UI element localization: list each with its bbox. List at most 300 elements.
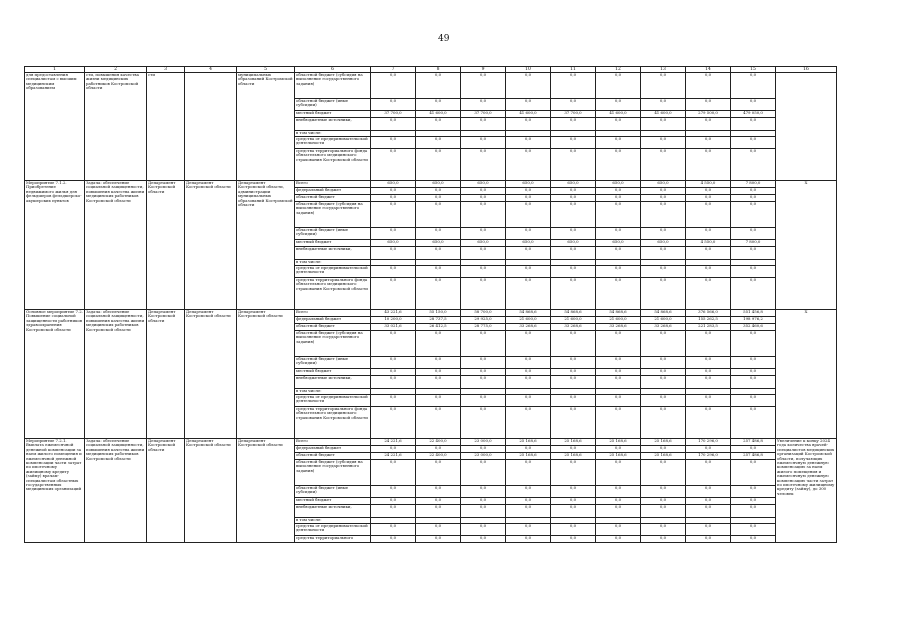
funding-value-cell: 0,0 bbox=[371, 195, 416, 202]
funding-value-cell: 0,0 bbox=[506, 505, 551, 518]
funding-value-cell: 0,0 bbox=[461, 357, 506, 369]
funding-value-cell: 10 200,0 bbox=[371, 317, 416, 324]
funding-source-label: внебюджетные источники, bbox=[295, 247, 371, 260]
funding-value-cell: 37 700,0 bbox=[461, 111, 506, 118]
expected-result-cell: X bbox=[776, 310, 837, 439]
funding-value-cell: 33 268,6 bbox=[506, 324, 551, 331]
funding-value-cell: 0,0 bbox=[641, 460, 686, 486]
funding-value-cell: 0,0 bbox=[416, 195, 461, 202]
funding-value-cell: 0,0 bbox=[731, 376, 776, 389]
funding-value-cell: 257 486,8 bbox=[731, 439, 776, 446]
funding-value-cell: 650,0 bbox=[641, 181, 686, 188]
funding-value-cell: 0,0 bbox=[371, 498, 416, 505]
funding-source-label: областной бюджет (субсидия на выполнение государственного задания) bbox=[295, 73, 371, 99]
funding-value-cell: 0,0 bbox=[416, 369, 461, 376]
funding-value-cell: 0,0 bbox=[461, 407, 506, 439]
block-c3-cell: Департамент Костромской области bbox=[147, 439, 185, 543]
funding-value-cell: 650,0 bbox=[371, 240, 416, 247]
funding-value-cell: 0,0 bbox=[551, 446, 596, 453]
funding-value-cell: 0,0 bbox=[596, 195, 641, 202]
funding-value-cell: 0,0 bbox=[461, 266, 506, 278]
funding-value-cell: 0,0 bbox=[551, 395, 596, 407]
block-c1-cell: Мероприятие 7.2.1. Выплата ежемесячной денежной компенсации за наем жилого помещения и ежемесячной денежной компенсации части затрат по ипотечному жилищному кредиту (займу) врачам-специалистам областных государственных медицинских организаций bbox=[25, 439, 85, 543]
funding-value-cell: 0,0 bbox=[551, 331, 596, 357]
funding-value-cell: 0,0 bbox=[596, 524, 641, 536]
funding-value-cell: 0,0 bbox=[641, 395, 686, 407]
funding-value-cell: 0,0 bbox=[416, 278, 461, 310]
column-number: 1 bbox=[25, 67, 85, 73]
funding-value-cell: 0,0 bbox=[371, 73, 416, 99]
funding-value-cell: 0,0 bbox=[461, 331, 506, 357]
funding-value-cell: 0,0 bbox=[596, 137, 641, 149]
funding-value-cell: 0,0 bbox=[731, 278, 776, 310]
funding-value-cell: 0,0 bbox=[731, 369, 776, 376]
funding-value-cell: 0,0 bbox=[461, 446, 506, 453]
funding-source-label: областной бюджет bbox=[295, 453, 371, 460]
funding-value-cell: 0,0 bbox=[371, 266, 416, 278]
funding-value-cell: 0,0 bbox=[731, 247, 776, 260]
funding-value-cell: 0,0 bbox=[641, 376, 686, 389]
expected-result-cell bbox=[776, 73, 837, 181]
funding-source-label: в том числе: bbox=[295, 131, 371, 137]
funding-value-cell: 25 168,6 bbox=[641, 453, 686, 460]
funding-source-label: областной бюджет (субсидия на выполнение государственного задания) bbox=[295, 202, 371, 228]
funding-value-cell: 221 283,5 bbox=[686, 324, 731, 331]
column-number: 5 bbox=[237, 67, 295, 73]
funding-value-cell: 43 221,6 bbox=[371, 310, 416, 317]
funding-value-cell: 0,0 bbox=[416, 266, 461, 278]
funding-source-label: областной бюджет (иные субсидии) bbox=[295, 228, 371, 240]
funding-value-cell: 7 800,0 bbox=[731, 240, 776, 247]
funding-value-cell: 0,0 bbox=[551, 278, 596, 310]
funding-value-cell: 0,0 bbox=[416, 137, 461, 149]
funding-value-cell: 0,0 bbox=[506, 99, 551, 111]
funding-value-cell: 0,0 bbox=[461, 188, 506, 195]
funding-value-cell: 0,0 bbox=[551, 228, 596, 240]
funding-value-cell: 0,0 bbox=[461, 99, 506, 111]
funding-value-cell: 0,0 bbox=[371, 228, 416, 240]
block-c2-cell: Задача: обеспечение социальной защищенности, повышения качества жизни медицинских работников Костромской области bbox=[85, 439, 147, 543]
funding-value-cell: 0,0 bbox=[686, 357, 731, 369]
funding-source-label: областной бюджет (субсидия на выполнение государственного задания) bbox=[295, 331, 371, 357]
funding-source-label: средства от предпринимательской деятельности bbox=[295, 524, 371, 536]
funding-value-cell: 0,0 bbox=[596, 247, 641, 260]
funding-value-cell: 0,0 bbox=[416, 247, 461, 260]
funding-value-cell: 0,0 bbox=[371, 407, 416, 439]
funding-value-cell: 0,0 bbox=[686, 202, 731, 228]
funding-value-cell: 28 775,0 bbox=[461, 324, 506, 331]
funding-value-cell: 376 566,0 bbox=[686, 310, 731, 317]
funding-value-cell: 0,0 bbox=[641, 536, 686, 543]
funding-value-cell: 54 868,6 bbox=[506, 310, 551, 317]
funding-source-label: областной бюджет bbox=[295, 324, 371, 331]
funding-value-cell: 0,0 bbox=[551, 73, 596, 99]
funding-value-cell: 24 221,6 bbox=[371, 439, 416, 446]
funding-value-cell: 55 150,0 bbox=[416, 310, 461, 317]
funding-value-cell: 0,0 bbox=[461, 137, 506, 149]
funding-value-cell: 0,0 bbox=[731, 524, 776, 536]
funding-value-cell: 0,0 bbox=[551, 498, 596, 505]
funding-value-cell: 0,0 bbox=[686, 188, 731, 195]
funding-value-cell: 0,0 bbox=[686, 266, 731, 278]
funding-value-cell: 25 168,6 bbox=[506, 453, 551, 460]
funding-value-cell: 0,0 bbox=[506, 278, 551, 310]
funding-value-cell: 0,0 bbox=[641, 149, 686, 181]
funding-value-cell: 0,0 bbox=[461, 376, 506, 389]
funding-value-cell: 0,0 bbox=[686, 524, 731, 536]
program-funding-table bbox=[24, 66, 837, 543]
funding-value-cell: 0,0 bbox=[551, 486, 596, 498]
funding-source-label: средства от предпринимательской деятельности bbox=[295, 137, 371, 149]
funding-value-cell: 0,0 bbox=[731, 331, 776, 357]
funding-value-cell: 25 168,6 bbox=[641, 439, 686, 446]
funding-value-cell: 0,0 bbox=[551, 247, 596, 260]
funding-value-cell: 0,0 bbox=[731, 195, 776, 202]
funding-value-cell: 25 168,6 bbox=[551, 439, 596, 446]
funding-value-cell: 54 868,6 bbox=[551, 310, 596, 317]
funding-value-cell: 650,0 bbox=[416, 240, 461, 247]
funding-value-cell: 4 550,0 bbox=[686, 181, 731, 188]
block-c4-cell: Департамент Костромской области bbox=[185, 310, 237, 439]
funding-source-label: средства территориального фонда обязательного медицинского страхования Костромской области bbox=[295, 278, 371, 310]
funding-value-cell: 0,0 bbox=[686, 376, 731, 389]
funding-value-cell: 0,0 bbox=[641, 505, 686, 518]
funding-value-cell: 0,0 bbox=[686, 446, 731, 453]
funding-value-cell: 33 021,6 bbox=[371, 324, 416, 331]
funding-value-cell: 0,0 bbox=[461, 524, 506, 536]
funding-value-cell: 0,0 bbox=[596, 73, 641, 99]
funding-value-cell: 0,0 bbox=[506, 369, 551, 376]
funding-source-label: областной бюджет (иные субсидии) bbox=[295, 357, 371, 369]
funding-source-label: местный бюджет bbox=[295, 369, 371, 376]
funding-value-cell: 0,0 bbox=[461, 247, 506, 260]
funding-value-cell: 0,0 bbox=[641, 99, 686, 111]
funding-value-cell: 0,0 bbox=[506, 407, 551, 439]
column-number: 4 bbox=[185, 67, 237, 73]
funding-source-label: областной бюджет (иные субсидии) bbox=[295, 486, 371, 498]
funding-value-cell: 0,0 bbox=[461, 395, 506, 407]
funding-value-cell: 0,0 bbox=[596, 486, 641, 498]
funding-value-cell: 0,0 bbox=[551, 118, 596, 131]
funding-value-cell: 0,0 bbox=[641, 407, 686, 439]
funding-value-cell: 0,0 bbox=[416, 524, 461, 536]
funding-value-cell: 0,0 bbox=[686, 247, 731, 260]
page-number: 49 bbox=[438, 34, 450, 44]
funding-value-cell: 0,0 bbox=[461, 369, 506, 376]
funding-value-cell: 0,0 bbox=[641, 195, 686, 202]
funding-value-cell: 25 168,6 bbox=[596, 439, 641, 446]
funding-value-cell: 0,0 bbox=[506, 202, 551, 228]
column-number: 13 bbox=[641, 67, 686, 73]
block-c3-cell: сти bbox=[147, 73, 185, 181]
funding-value-cell: 0,0 bbox=[416, 99, 461, 111]
funding-value-cell: 0,0 bbox=[416, 505, 461, 518]
table-row bbox=[25, 310, 837, 317]
funding-value-cell: 28 737,5 bbox=[416, 317, 461, 324]
funding-value-cell: 0,0 bbox=[686, 505, 731, 518]
funding-value-cell: 0,0 bbox=[686, 149, 731, 181]
funding-value-cell: 25 168,6 bbox=[506, 439, 551, 446]
funding-value-cell: 650,0 bbox=[551, 240, 596, 247]
funding-value-cell: 0,0 bbox=[371, 505, 416, 518]
funding-value-cell: 0,0 bbox=[416, 407, 461, 439]
funding-value-cell: 650,0 bbox=[596, 240, 641, 247]
funding-value-cell: 0,0 bbox=[731, 149, 776, 181]
funding-source-label: местный бюджет bbox=[295, 240, 371, 247]
funding-value-cell: 0,0 bbox=[551, 524, 596, 536]
funding-value-cell: 0,0 bbox=[686, 278, 731, 310]
funding-value-cell: 0,0 bbox=[416, 228, 461, 240]
column-number: 11 bbox=[551, 67, 596, 73]
funding-value-cell: 0,0 bbox=[641, 137, 686, 149]
funding-source-label: средства территориального фонда обязательного медицинского страхования Костромской области bbox=[295, 407, 371, 439]
funding-value-cell: 0,0 bbox=[641, 73, 686, 99]
funding-value-cell: 650,0 bbox=[461, 181, 506, 188]
funding-value-cell: 0,0 bbox=[731, 486, 776, 498]
funding-value-cell: 0,0 bbox=[371, 395, 416, 407]
funding-value-cell: 0,0 bbox=[641, 188, 686, 195]
funding-value-cell: 0,0 bbox=[416, 486, 461, 498]
funding-value-cell: 33 268,6 bbox=[596, 324, 641, 331]
funding-value-cell: 0,0 bbox=[506, 73, 551, 99]
funding-value-cell: 0,0 bbox=[416, 376, 461, 389]
funding-value-cell: 279 500,0 bbox=[686, 111, 731, 118]
column-number: 6 bbox=[295, 67, 371, 73]
funding-value-cell: 23 000,0 bbox=[461, 453, 506, 460]
funding-value-cell: 0,0 bbox=[596, 505, 641, 518]
funding-value-cell: 0,0 bbox=[416, 498, 461, 505]
funding-value-cell: 0,0 bbox=[596, 498, 641, 505]
column-number: 16 bbox=[776, 67, 837, 73]
funding-value-cell: 0,0 bbox=[731, 188, 776, 195]
funding-value-cell: 7 800,0 bbox=[731, 181, 776, 188]
funding-value-cell: 0,0 bbox=[371, 536, 416, 543]
funding-source-label: внебюджетные источники, bbox=[295, 118, 371, 131]
funding-value-cell: 650,0 bbox=[461, 240, 506, 247]
funding-value-cell: 22 400,0 bbox=[416, 439, 461, 446]
funding-value-cell: 0,0 bbox=[371, 118, 416, 131]
funding-value-cell: 0,0 bbox=[596, 278, 641, 310]
funding-value-cell: 0,0 bbox=[371, 460, 416, 486]
funding-value-cell: 0,0 bbox=[506, 266, 551, 278]
funding-value-cell: 0,0 bbox=[596, 376, 641, 389]
funding-value-cell: 0,0 bbox=[596, 118, 641, 131]
funding-value-cell: 0,0 bbox=[731, 357, 776, 369]
funding-value-cell: 0,0 bbox=[731, 137, 776, 149]
funding-value-cell: 0,0 bbox=[551, 460, 596, 486]
funding-value-cell: 0,0 bbox=[461, 118, 506, 131]
funding-value-cell: 0,0 bbox=[641, 524, 686, 536]
funding-value-cell: 0,0 bbox=[506, 331, 551, 357]
funding-value-cell: 155 262,5 bbox=[686, 317, 731, 324]
funding-value-cell: 0,0 bbox=[371, 524, 416, 536]
funding-value-cell: 0,0 bbox=[641, 247, 686, 260]
funding-value-cell: 0,0 bbox=[596, 202, 641, 228]
funding-source-label: средства от предпринимательской деятельности bbox=[295, 266, 371, 278]
funding-value-cell: 650,0 bbox=[641, 240, 686, 247]
funding-value-cell: 0,0 bbox=[416, 460, 461, 486]
block-c1-cell: Мероприятие 7.1.2. Приобретение недвижимого жилья для фельдшеров фельдшерско-акушерских пунктов bbox=[25, 181, 85, 310]
funding-value-cell: 0,0 bbox=[551, 188, 596, 195]
funding-value-cell: 0,0 bbox=[641, 228, 686, 240]
funding-value-cell: 0,0 bbox=[416, 202, 461, 228]
funding-value-cell: 0,0 bbox=[371, 247, 416, 260]
funding-value-cell: 0,0 bbox=[551, 202, 596, 228]
table-row bbox=[25, 439, 837, 446]
funding-value-cell: 0,0 bbox=[596, 460, 641, 486]
block-c1-cell: для предоставления специалистам с высшим медицинским образованием bbox=[25, 73, 85, 181]
funding-value-cell: 0,0 bbox=[461, 228, 506, 240]
block-c5-cell: Департамент Костромской области bbox=[237, 310, 295, 439]
funding-value-cell: 21 600,0 bbox=[506, 317, 551, 324]
funding-value-cell: 54 868,6 bbox=[641, 310, 686, 317]
column-number: 9 bbox=[461, 67, 506, 73]
funding-value-cell: 0,0 bbox=[461, 73, 506, 99]
block-c3-cell: Департамент Костромской области bbox=[147, 181, 185, 310]
funding-value-cell: 0,0 bbox=[416, 118, 461, 131]
funding-value-cell: 0,0 bbox=[371, 446, 416, 453]
funding-value-cell: 0,0 bbox=[731, 395, 776, 407]
funding-value-cell: 0,0 bbox=[506, 228, 551, 240]
funding-value-cell: 0,0 bbox=[686, 407, 731, 439]
block-c2-cell: сти, повышения качества жизни медицинских работников Костромской области bbox=[85, 73, 147, 181]
funding-value-cell: 0,0 bbox=[551, 137, 596, 149]
funding-value-cell: 0,0 bbox=[641, 446, 686, 453]
funding-source-label: областной бюджет (иные субсидии) bbox=[295, 99, 371, 111]
funding-value-cell: 0,0 bbox=[506, 247, 551, 260]
funding-value-cell: 0,0 bbox=[371, 188, 416, 195]
funding-value-cell: 0,0 bbox=[641, 118, 686, 131]
funding-source-label: в том числе: bbox=[295, 389, 371, 395]
funding-value-cell: 23 000,0 bbox=[461, 439, 506, 446]
funding-source-label: местный бюджет bbox=[295, 498, 371, 505]
funding-value-cell: 0,0 bbox=[551, 149, 596, 181]
funding-value-cell: 0,0 bbox=[596, 536, 641, 543]
funding-value-cell: 0,0 bbox=[506, 524, 551, 536]
funding-value-cell: 0,0 bbox=[551, 195, 596, 202]
funding-source-label: областной бюджет bbox=[295, 195, 371, 202]
funding-value-cell: 22 400,0 bbox=[416, 453, 461, 460]
funding-value-cell: 650,0 bbox=[506, 181, 551, 188]
funding-value-cell: 0,0 bbox=[506, 195, 551, 202]
funding-value-cell: 551 456,8 bbox=[731, 310, 776, 317]
funding-value-cell: 0,0 bbox=[731, 460, 776, 486]
funding-value-cell: 0,0 bbox=[416, 331, 461, 357]
table-body bbox=[25, 67, 837, 543]
funding-value-cell: 4 550,0 bbox=[686, 240, 731, 247]
funding-value-cell: 41 600,0 bbox=[596, 111, 641, 118]
funding-value-cell: 29 925,0 bbox=[461, 317, 506, 324]
funding-value-cell: 0,0 bbox=[371, 376, 416, 389]
funding-value-cell: 0,0 bbox=[686, 486, 731, 498]
funding-value-cell: 0,0 bbox=[731, 228, 776, 240]
funding-value-cell: 0,0 bbox=[731, 446, 776, 453]
funding-value-cell: 0,0 bbox=[686, 395, 731, 407]
funding-value-cell: 650,0 bbox=[506, 240, 551, 247]
funding-value-cell: 0,0 bbox=[506, 486, 551, 498]
funding-value-cell: 0,0 bbox=[551, 369, 596, 376]
funding-value-cell: 0,0 bbox=[506, 137, 551, 149]
funding-value-cell: 0,0 bbox=[461, 149, 506, 181]
funding-value-cell: 0,0 bbox=[731, 202, 776, 228]
funding-value-cell: 0,0 bbox=[731, 99, 776, 111]
funding-value-cell: 0,0 bbox=[506, 376, 551, 389]
funding-value-cell: 21 600,0 bbox=[551, 317, 596, 324]
column-number: 2 bbox=[85, 67, 147, 73]
table-row bbox=[25, 181, 837, 188]
funding-source-label: Всего bbox=[295, 181, 371, 188]
block-c1-cell: Основное мероприятие 7.2. Повышение социальной защищенности работников здравоохранения Костромской области bbox=[25, 310, 85, 439]
funding-value-cell: 0,0 bbox=[731, 266, 776, 278]
funding-value-cell: 257 486,8 bbox=[731, 453, 776, 460]
column-number: 12 bbox=[596, 67, 641, 73]
funding-value-cell: 0,0 bbox=[506, 118, 551, 131]
funding-value-cell: 0,0 bbox=[686, 99, 731, 111]
funding-value-cell: 0,0 bbox=[461, 536, 506, 543]
funding-value-cell: 0,0 bbox=[506, 357, 551, 369]
expected-result-cell: Увеличение к концу 2024 года количества врачей-специалистов медицинских организаций Костромской области, получающих ежемесячную денежную компенсацию за наем жилого помещения и ежемесячную денежную компенсацию части затрат по ипотечному жилищному кредиту (займу), до 300 человек bbox=[776, 439, 837, 543]
funding-value-cell: 37 700,0 bbox=[371, 111, 416, 118]
funding-value-cell: 0,0 bbox=[596, 188, 641, 195]
funding-value-cell: 0,0 bbox=[596, 369, 641, 376]
column-number: 10 bbox=[506, 67, 551, 73]
block-c4-cell bbox=[185, 73, 237, 181]
funding-value-cell: 0,0 bbox=[596, 149, 641, 181]
funding-source-label: в том числе: bbox=[295, 518, 371, 524]
funding-value-cell: 0,0 bbox=[506, 498, 551, 505]
funding-value-cell: 0,0 bbox=[686, 369, 731, 376]
funding-value-cell: 0,0 bbox=[461, 486, 506, 498]
block-c4-cell: Департамент Костромской области bbox=[185, 439, 237, 543]
funding-source-label: областной бюджет (субсидия на выполнение государственного задания) bbox=[295, 460, 371, 486]
funding-source-label: федеральный бюджет bbox=[295, 317, 371, 324]
funding-value-cell: 170 296,0 bbox=[686, 439, 731, 446]
funding-value-cell: 0,0 bbox=[596, 99, 641, 111]
funding-value-cell: 24 221,6 bbox=[371, 453, 416, 460]
funding-value-cell: 0,0 bbox=[416, 73, 461, 99]
funding-value-cell: 0,0 bbox=[641, 331, 686, 357]
funding-value-cell: 0,0 bbox=[506, 188, 551, 195]
funding-value-cell: 0,0 bbox=[686, 460, 731, 486]
funding-value-cell: 0,0 bbox=[461, 195, 506, 202]
funding-value-cell: 0,0 bbox=[596, 357, 641, 369]
funding-value-cell: 650,0 bbox=[596, 181, 641, 188]
funding-source-label: внебюджетные источники, bbox=[295, 505, 371, 518]
expected-result-cell: X bbox=[776, 181, 837, 310]
funding-value-cell: 650,0 bbox=[371, 181, 416, 188]
funding-value-cell: 0,0 bbox=[641, 202, 686, 228]
funding-value-cell: 0,0 bbox=[596, 395, 641, 407]
column-number: 8 bbox=[416, 67, 461, 73]
funding-value-cell: 37 700,0 bbox=[551, 111, 596, 118]
funding-value-cell: 21 600,0 bbox=[596, 317, 641, 324]
funding-value-cell: 0,0 bbox=[731, 407, 776, 439]
funding-value-cell: 0,0 bbox=[551, 407, 596, 439]
funding-value-cell: 0,0 bbox=[371, 331, 416, 357]
funding-source-label: внебюджетные источники, bbox=[295, 376, 371, 389]
funding-value-cell: 650,0 bbox=[416, 181, 461, 188]
funding-value-cell: 0,0 bbox=[371, 486, 416, 498]
funding-value-cell: 170 296,0 bbox=[686, 453, 731, 460]
funding-value-cell: 0,0 bbox=[461, 278, 506, 310]
funding-value-cell: 0,0 bbox=[641, 486, 686, 498]
funding-value-cell: 0,0 bbox=[596, 266, 641, 278]
funding-value-cell: 54 868,6 bbox=[596, 310, 641, 317]
block-c3-cell: Департамент Костромской области bbox=[147, 310, 185, 439]
funding-value-cell: 33 268,6 bbox=[641, 324, 686, 331]
funding-value-cell: 0,0 bbox=[416, 446, 461, 453]
block-c5-cell: Департамент Костромской области bbox=[237, 439, 295, 543]
